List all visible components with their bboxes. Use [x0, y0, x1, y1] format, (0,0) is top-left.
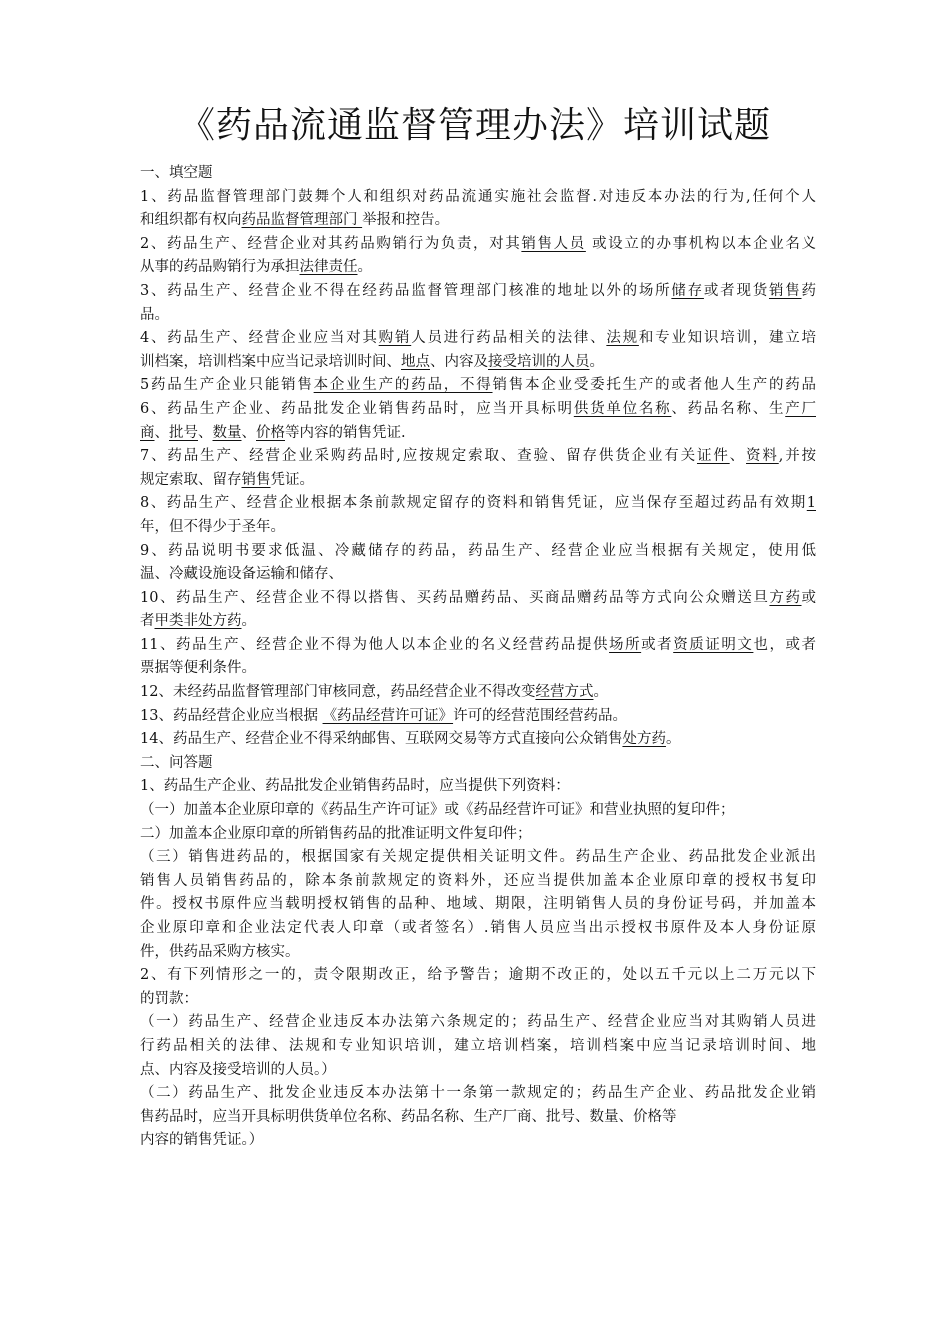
answer-blank: 1 [806, 495, 816, 512]
line-text: 的罚款： [140, 990, 198, 1007]
answer-blank: 销售 [768, 282, 802, 299]
text-line [140, 917, 816, 941]
page-title: 《药品流通监督管理办法》培训试题 [178, 105, 771, 146]
answer-blank: 证件 [696, 448, 730, 465]
line-text: 件，供药品采购方核实。 [140, 943, 300, 960]
line-text: 2、有下列情形之一的，责令限期改正，给予警告；逾期不改正的，处以五千元以上二万元以下 [140, 967, 816, 984]
line-text: 、 [729, 448, 747, 465]
document-body [140, 162, 816, 1153]
line-text: （二）药品生产、批发企业违反本办法第十一条第一款规定的；药品生产企业、药品批发企业销 [140, 1085, 816, 1102]
text-line [140, 540, 816, 564]
text-line [140, 492, 816, 516]
line-text: 8、药品生产、经营企业根据本条前款规定留存的资料和销售凭证，应当保存至超过药品有效期 [140, 495, 807, 512]
text-line [140, 1011, 816, 1035]
answer-blank: 批号 [169, 424, 198, 441]
line-text: 和专业知识培训，建立培 [638, 330, 816, 347]
line-text: 药 [801, 282, 816, 299]
text-line [140, 209, 816, 233]
line-text: 2、药品生产、经营企业对其药品购销行为负责，对其 [140, 235, 522, 252]
text-line [140, 256, 816, 280]
line-text: 7、药品生产、经营企业采购药品时,应按规定索取、查验、留存供货企业有关 [140, 448, 697, 465]
line-text: 和组织都有权向 [140, 212, 242, 229]
text-line [140, 587, 816, 611]
line-text: 13、药品经营企业应当根据 [140, 707, 323, 724]
text-line [140, 445, 816, 469]
text-line [140, 233, 816, 257]
line-text: 者 [140, 613, 155, 630]
line-text: 。 [593, 684, 608, 701]
text-line [140, 351, 816, 375]
answer-blank: 药品监督管理部门 [241, 212, 363, 229]
line-text: 人员进行药品相关的法律、 [411, 330, 607, 347]
line-text: （一）加盖本企业原印章的《药品生产许可证》或《药品经营许可证》和营业执照的复印件； [140, 802, 735, 819]
line-text: 举报和控告。 [362, 212, 450, 229]
line-text: 点、内容及接受培训的人员。） [140, 1061, 336, 1078]
line-text: 。 [589, 353, 604, 370]
text-line [140, 705, 816, 729]
text-line [140, 1059, 816, 1083]
line-text: 许可的经营范围经营药品。 [453, 707, 628, 724]
answer-blank: 销售人员 [521, 235, 586, 252]
text-line [140, 563, 816, 587]
answer-blank: 销售 [241, 471, 271, 488]
text-line [140, 186, 816, 210]
line-text: 销售本企业受委托生产的或者他人生产的药品 [492, 377, 816, 394]
line-text: 12、未经药品监督管理部门审核同意，药品经营企业不得改变 [140, 684, 536, 701]
line-text: 、 [154, 424, 169, 441]
text-line [140, 1082, 816, 1106]
text-line [140, 610, 816, 634]
text-line [140, 304, 816, 328]
text-line [140, 1106, 816, 1130]
line-text: 11、药品生产、经营企业不得为他人以本企业的名义经营药品提供 [140, 636, 610, 653]
text-line [140, 799, 816, 823]
text-line [140, 988, 816, 1012]
text-line [140, 327, 816, 351]
line-text: 或者现货 [703, 282, 769, 299]
line-text: 1、药品监督管理部门鼓舞个人和组织对药品流通实施社会监督.对违反本办法的行为,任何个人 [140, 188, 816, 205]
answer-blank: 供货单位名称 [573, 400, 672, 417]
line-text: 3、药品生产、经营企业不得在经药品监督管理部门核准的地址以外的场所 [140, 282, 672, 299]
line-text: 10、药品生产、经营企业不得以搭售、买药品赠药品、买商品赠药品等方式向公众赠送旦 [140, 589, 770, 606]
line-text: 二、问答题 [140, 754, 213, 771]
text-line [140, 964, 816, 988]
answer-blank: 法规 [606, 330, 639, 347]
line-text: 或设立的办事机构以本企业名义 [585, 235, 816, 252]
answer-blank: 购销 [378, 330, 412, 347]
answer-blank: 经营方式 [535, 684, 594, 701]
text-line [140, 681, 816, 705]
text-line [140, 775, 816, 799]
answer-blank: 资料 [746, 448, 779, 465]
line-text: 二）加盖本企业原印章的所销售药品的批准证明文件复印件； [140, 825, 532, 842]
text-line [140, 893, 816, 917]
text-line [140, 516, 816, 540]
line-text: 凭证。 [270, 471, 314, 488]
answer-blank: 接受培训的人员 [488, 353, 590, 370]
text-line [140, 469, 816, 493]
text-line [140, 162, 816, 186]
text-line [140, 657, 816, 681]
text-line [140, 1129, 816, 1153]
answer-blank: 商 [140, 424, 155, 441]
text-line [140, 823, 816, 847]
line-text: 14、药品生产、经营企业不得采纳邮售、互联网交易等方式直接向公众销售 [140, 731, 623, 748]
line-text: 4、药品生产、经营企业应当对其 [140, 330, 379, 347]
answer-blank: 资质证明文 [673, 636, 754, 653]
text-line [140, 752, 816, 776]
line-text: 票据等便利条件。 [140, 660, 256, 677]
line-text: 、内容及 [430, 353, 488, 370]
line-text: 年，但不得少于圣年。 [140, 518, 285, 535]
answer-blank: 产厂 [785, 400, 816, 417]
line-text: 、 [241, 424, 256, 441]
text-line [140, 398, 816, 422]
line-text: 。 [665, 731, 681, 748]
text-line [140, 846, 816, 870]
line-text: 件。授权书原件应当载明授权销售的品种、地域、期限，注明销售人员的身份证号码，并加盖本 [140, 896, 816, 913]
line-text: 6、药品生产企业、药品批发企业销售药品时，应当开具标明 [140, 400, 574, 417]
line-text: 温、冷藏设施设备运输和储存、 [140, 566, 343, 583]
line-text: 或者 [641, 636, 674, 653]
text-line [140, 634, 816, 658]
answer-blank: 地点 [401, 353, 430, 370]
line-text: ,并按 [778, 448, 816, 465]
answer-blank: 价格 [256, 424, 285, 441]
answer-blank: 数量 [212, 424, 242, 441]
line-text: 一、填空题 [140, 165, 213, 181]
line-text: 、药品名称、生 [671, 400, 786, 417]
answer-blank: 场所 [609, 636, 642, 653]
line-text: （一）药品生产、经营企业违反本办法第六条规定的；药品生产、经营企业应当对其购销人员进 [140, 1014, 816, 1031]
line-text: 销售人员销售药品的，除本条前款规定的资料外，还应当提供加盖本企业原印章的授权书复印 [140, 872, 816, 889]
line-text: 也，或者 [753, 636, 816, 653]
answer-blank: 甲类非处方药 [154, 613, 242, 630]
line-text: 。 [241, 613, 256, 630]
answer-blank: 《药品经营许可证》 [322, 707, 454, 724]
answer-blank: 储存 [671, 282, 704, 299]
line-text: 售药品时，应当开具标明供货单位名称、药品名称、生产厂商、批号、数量、价格等 [140, 1108, 677, 1125]
line-text: 品。 [140, 306, 169, 323]
text-line [140, 374, 816, 398]
line-text: 9、药品说明书要求低温、冷藏储存的药品，药品生产、经营企业应当根据有关规定，使用低 [140, 542, 816, 559]
line-text: 或 [801, 589, 816, 606]
text-line [140, 870, 816, 894]
line-text: 行药品相关的法律、法规和专业知识培训，建立培训档案，培训档案中应当记录培训时间、地 [140, 1037, 816, 1054]
text-line [140, 728, 816, 752]
answer-blank: 本企业生产的药品，不得 [313, 377, 493, 394]
line-text: 规定索取、留存 [140, 471, 242, 488]
line-text: 。 [357, 259, 372, 276]
text-line [140, 422, 816, 446]
answer-blank: 方药 [769, 589, 802, 606]
line-text: （三）销售进药品的，根据国家有关规定提供相关证明文件。药品生产企业、药品批发企业派出 [140, 849, 816, 866]
line-text: 内容的销售凭证。） [140, 1132, 264, 1149]
line-text: 1、药品生产企业、药品批发企业销售药品时，应当提供下列资料： [140, 778, 570, 795]
line-text: 训档案，培训档案中应当记录培训时间、 [140, 353, 401, 370]
line-text: 企业原印章和企业法定代表人印章（或者签名）.销售人员应当出示授权书原件及本人身份证原 [140, 920, 816, 936]
text-line [140, 280, 816, 304]
line-text: 5药品生产企业只能销售 [140, 377, 314, 394]
text-line [140, 1035, 816, 1059]
text-line [140, 941, 816, 965]
answer-blank: 处方药 [622, 731, 666, 748]
line-text: 、 [198, 424, 213, 441]
line-text: 等内容的销售凭证. [285, 424, 406, 441]
line-text: 从事的药品购销行为承担 [140, 259, 300, 276]
answer-blank: 法律责任 [299, 259, 358, 276]
